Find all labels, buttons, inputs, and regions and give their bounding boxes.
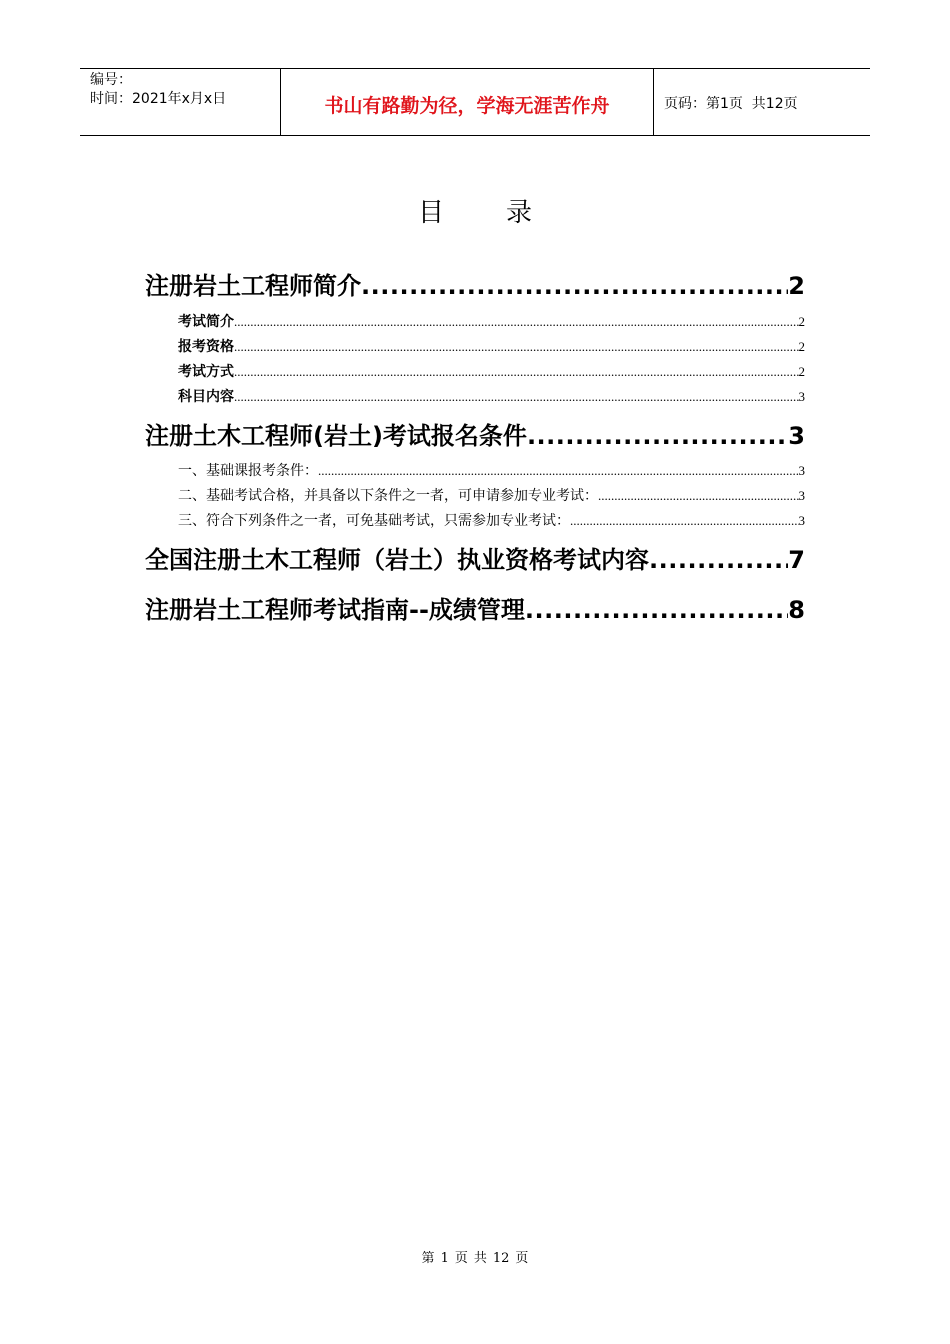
toc-entry-page: 8 xyxy=(788,596,805,624)
document-number-label: 编号： xyxy=(90,72,132,88)
toc-entry-page: 7 xyxy=(788,546,805,574)
header-page-info-cell xyxy=(654,69,870,135)
toc-leader-dots xyxy=(525,596,788,624)
header-motto: 书山有路勤为径，学海无涯苦作舟 xyxy=(281,69,654,135)
toc-entry-text: 二、基础考试合格，并具备以下条件之一者，可申请参加专业考试： xyxy=(178,488,598,504)
toc-entry-exam-intro[interactable] xyxy=(178,311,805,331)
toc-entry-exam-method[interactable] xyxy=(178,361,805,381)
footer-total-pages: 12 xyxy=(492,1251,510,1266)
toc-entry-page: 2 xyxy=(798,339,805,354)
toc-entry-page: 3 xyxy=(788,422,805,450)
toc-title xyxy=(0,192,950,229)
toc-entry-exemption-conditions[interactable] xyxy=(178,510,805,530)
footer-current-page: 1 xyxy=(440,1251,449,1266)
toc-entry-page: 2 xyxy=(798,364,805,379)
toc-entry-text: 报考资格 xyxy=(178,339,234,355)
toc-entry-page: 3 xyxy=(798,463,805,478)
toc-entry-text: 一、基础课报考条件： xyxy=(178,463,318,479)
toc-entry-page: 2 xyxy=(788,272,805,300)
toc-title-char-1: 目 xyxy=(417,198,444,228)
footer-prefix: 第 xyxy=(421,1251,435,1266)
toc-entry-text: 三、符合下列条件之一者，可免基础考试，只需参加专业考试： xyxy=(178,513,570,529)
toc-entry-text: 注册土木工程师(岩土)考试报名条件 xyxy=(145,422,527,450)
toc-entry-eligibility[interactable] xyxy=(178,336,805,356)
toc-leader-dots xyxy=(234,389,799,405)
toc-leader-dots xyxy=(318,463,799,479)
page-footer xyxy=(0,1247,950,1266)
toc-leader-dots xyxy=(570,513,799,529)
header-page-info: 页码：第1页 共12页 xyxy=(664,96,798,112)
toc-leader-dots xyxy=(361,272,788,300)
footer-page-word: 页 xyxy=(454,1251,468,1266)
toc-entry-basic-conditions[interactable] xyxy=(178,460,805,480)
toc-entry-score-management[interactable] xyxy=(145,590,805,624)
toc-leader-dots xyxy=(234,314,799,330)
toc-entry-page: 3 xyxy=(798,488,805,503)
toc-leader-dots xyxy=(598,488,799,504)
toc-entry-text: 考试方式 xyxy=(178,364,234,380)
header-left-cell xyxy=(80,69,281,135)
toc-title-char-2: 录 xyxy=(506,198,533,228)
toc-entry-geotech-intro[interactable] xyxy=(145,266,805,300)
toc-entry-text: 考试简介 xyxy=(178,314,234,330)
toc-entry-exam-content[interactable] xyxy=(145,540,805,574)
toc-entry-subjects[interactable] xyxy=(178,386,805,406)
toc-entry-professional-conditions[interactable] xyxy=(178,485,805,505)
toc-entry-page: 3 xyxy=(798,389,805,404)
toc-entry-registration-conditions[interactable] xyxy=(145,416,805,450)
toc-entry-page: 3 xyxy=(798,513,805,528)
toc-entry-text: 科目内容 xyxy=(178,389,234,405)
footer-suffix: 页 xyxy=(515,1251,529,1266)
toc-leader-dots xyxy=(649,546,788,574)
toc-leader-dots xyxy=(527,422,788,450)
toc-entry-page: 2 xyxy=(798,314,805,329)
header-table xyxy=(80,68,870,136)
toc-entry-text: 全国注册土木工程师（岩土）执业资格考试内容 xyxy=(145,546,649,574)
document-time-label: 时间：2021年x月x日 xyxy=(90,91,227,107)
footer-total-word: 共 xyxy=(473,1251,487,1266)
toc-entry-text: 注册岩土工程师考试指南--成绩管理 xyxy=(145,596,525,624)
toc-leader-dots xyxy=(234,364,799,380)
toc-leader-dots xyxy=(234,339,799,355)
toc-entry-text: 注册岩土工程师简介 xyxy=(145,272,361,300)
